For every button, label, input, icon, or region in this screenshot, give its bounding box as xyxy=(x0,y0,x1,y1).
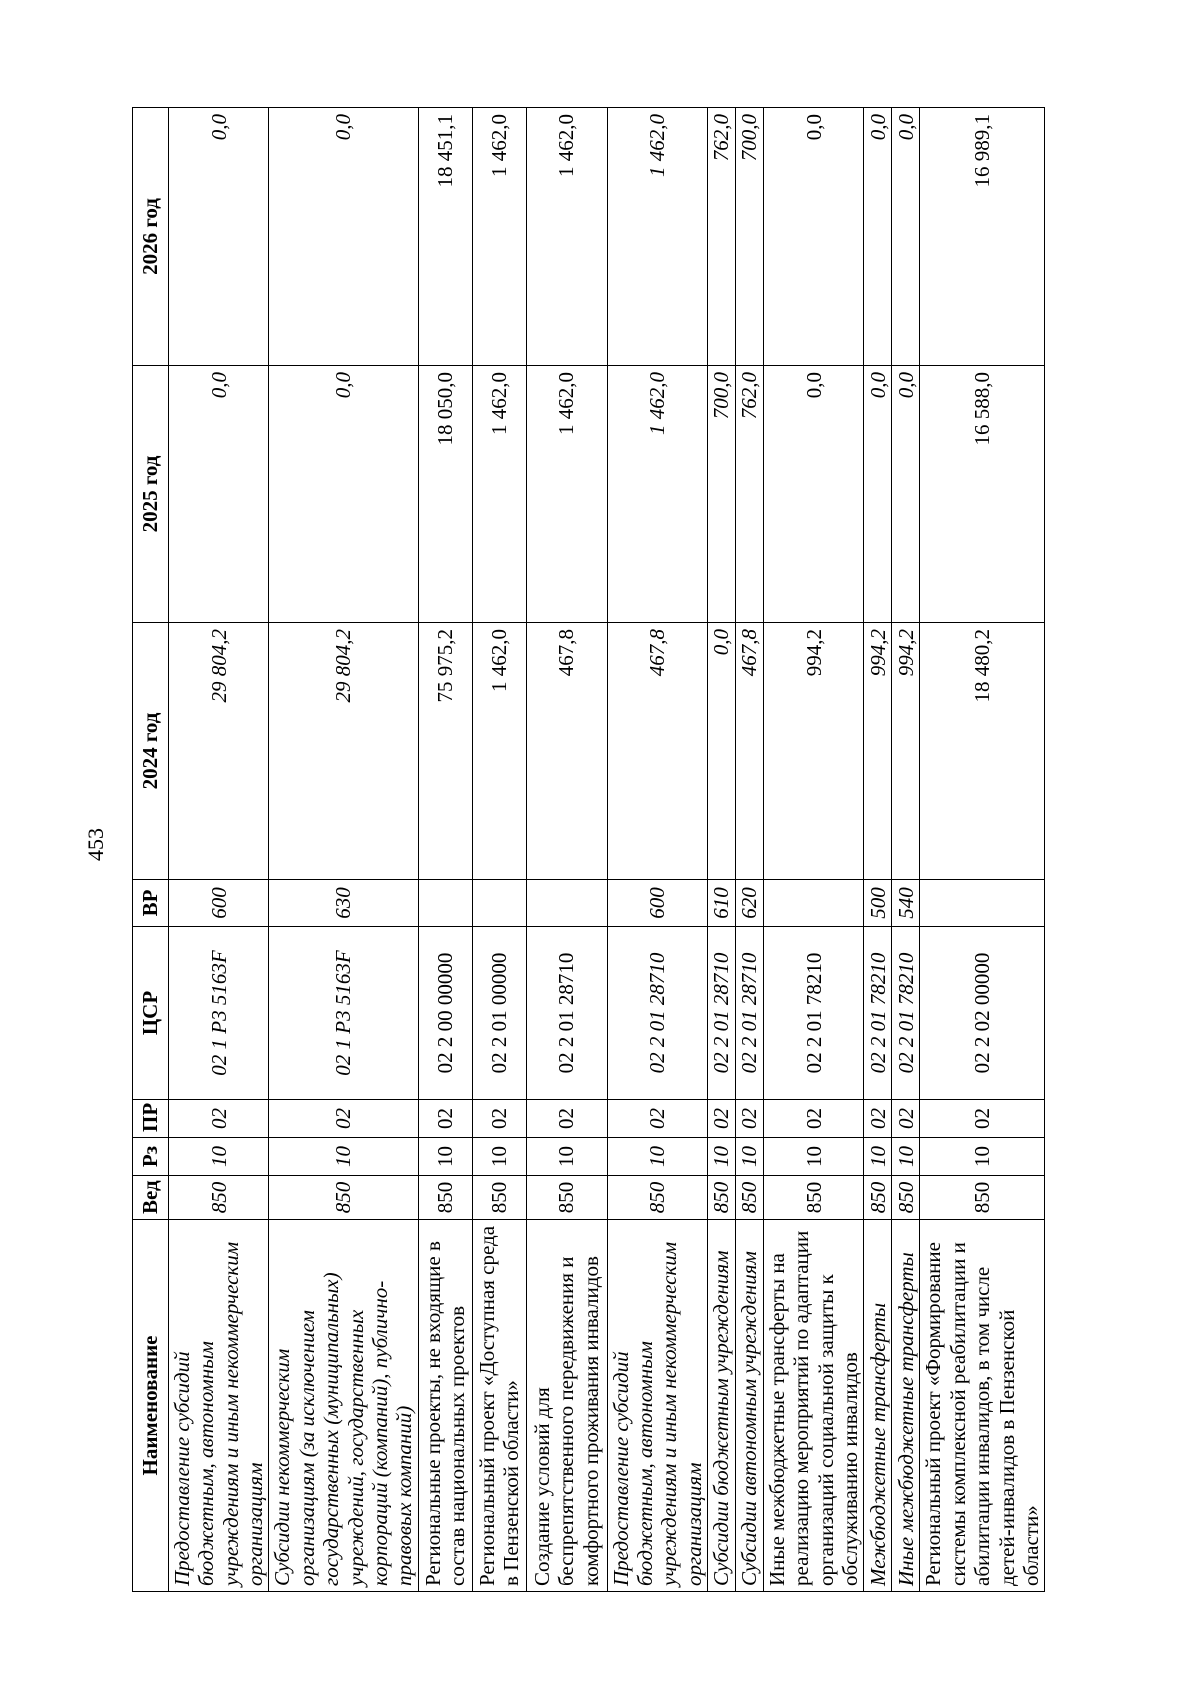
cell-vr: 620 xyxy=(736,880,764,927)
header-rz: Рз xyxy=(133,1138,169,1176)
cell-2026: 1 462,0 xyxy=(472,108,526,366)
cell-vr: 540 xyxy=(892,880,920,927)
table-row xyxy=(418,108,472,1592)
cell-rz: 10 xyxy=(920,1138,1045,1176)
cell-name: Создание условий для беспрепятственного передвижения и комфортного проживания инвалидов xyxy=(526,1220,607,1592)
cell-vr xyxy=(418,880,472,927)
header-ved: Вед xyxy=(133,1176,169,1220)
cell-vr xyxy=(764,880,864,927)
cell-ved: 850 xyxy=(607,1176,707,1220)
cell-2024: 29 804,2 xyxy=(169,623,269,880)
cell-ved: 850 xyxy=(920,1176,1045,1220)
cell-csr: 02 2 00 00000 xyxy=(418,927,472,1100)
cell-2024: 467,8 xyxy=(736,623,764,880)
cell-pr: 02 xyxy=(526,1100,607,1138)
cell-ved: 850 xyxy=(169,1176,269,1220)
page-number: 453 xyxy=(83,828,108,861)
cell-ved: 850 xyxy=(864,1176,892,1220)
cell-2025: 762,0 xyxy=(736,366,764,623)
cell-2025: 700,0 xyxy=(708,366,736,623)
cell-2026: 1 462,0 xyxy=(607,108,707,366)
table-row xyxy=(764,108,864,1592)
cell-csr: 02 2 02 00000 xyxy=(920,927,1045,1100)
cell-2026: 18 451,1 xyxy=(418,108,472,366)
cell-ved: 850 xyxy=(526,1176,607,1220)
cell-vr xyxy=(526,880,607,927)
cell-2025: 1 462,0 xyxy=(472,366,526,623)
cell-2025: 0,0 xyxy=(764,366,864,623)
cell-2025: 1 462,0 xyxy=(607,366,707,623)
header-2026: 2026 год xyxy=(133,108,169,366)
cell-2024: 467,8 xyxy=(607,623,707,880)
cell-2026: 1 462,0 xyxy=(526,108,607,366)
cell-vr xyxy=(920,880,1045,927)
header-2025: 2025 год xyxy=(133,366,169,623)
cell-ved: 850 xyxy=(764,1176,864,1220)
cell-rz: 10 xyxy=(418,1138,472,1176)
cell-csr: 02 2 01 78210 xyxy=(892,927,920,1100)
table-row xyxy=(920,108,1045,1592)
budget-table-frame xyxy=(132,108,1043,1592)
cell-pr: 02 xyxy=(708,1100,736,1138)
table-row xyxy=(607,108,707,1592)
cell-name: Региональные проекты, не входящие в состав национальных проектов xyxy=(418,1220,472,1592)
cell-2025: 0,0 xyxy=(864,366,892,623)
cell-2026: 0,0 xyxy=(764,108,864,366)
table-row xyxy=(736,108,764,1592)
cell-name: Иные межбюджетные трансферты xyxy=(892,1220,920,1592)
cell-2024: 994,2 xyxy=(892,623,920,880)
cell-2024: 994,2 xyxy=(764,623,864,880)
table-row xyxy=(169,108,269,1592)
cell-2026: 16 989,1 xyxy=(920,108,1045,366)
cell-csr: 02 2 01 78210 xyxy=(864,927,892,1100)
cell-name: Субсидии бюджетным учреждениям xyxy=(708,1220,736,1592)
cell-csr: 02 2 01 28710 xyxy=(736,927,764,1100)
cell-pr: 02 xyxy=(764,1100,864,1138)
cell-ved: 850 xyxy=(892,1176,920,1220)
cell-rz: 10 xyxy=(864,1138,892,1176)
cell-vr: 600 xyxy=(169,880,269,927)
cell-rz: 10 xyxy=(472,1138,526,1176)
cell-vr xyxy=(472,880,526,927)
cell-2024: 994,2 xyxy=(864,623,892,880)
cell-rz: 10 xyxy=(764,1138,864,1176)
cell-ved: 850 xyxy=(736,1176,764,1220)
cell-rz: 10 xyxy=(526,1138,607,1176)
cell-pr: 02 xyxy=(169,1100,269,1138)
cell-vr: 630 xyxy=(269,880,418,927)
cell-name: Субсидии автономным учреждениям xyxy=(736,1220,764,1592)
cell-vr: 500 xyxy=(864,880,892,927)
cell-name: Предоставление субсидий бюджетным, автономным учреждениям и иным некоммерческим организациям xyxy=(607,1220,707,1592)
cell-2024: 18 480,2 xyxy=(920,623,1045,880)
cell-pr: 02 xyxy=(864,1100,892,1138)
cell-csr: 02 2 01 00000 xyxy=(472,927,526,1100)
cell-csr: 02 2 01 28710 xyxy=(526,927,607,1100)
cell-2025: 0,0 xyxy=(269,366,418,623)
cell-2024: 0,0 xyxy=(708,623,736,880)
cell-pr: 02 xyxy=(892,1100,920,1138)
cell-2026: 0,0 xyxy=(169,108,269,366)
table-row xyxy=(269,108,418,1592)
cell-rz: 10 xyxy=(736,1138,764,1176)
cell-ved: 850 xyxy=(708,1176,736,1220)
header-vr: ВР xyxy=(133,880,169,927)
cell-2025: 0,0 xyxy=(892,366,920,623)
cell-name: Предоставление субсидий бюджетным, автономным учреждениям и иным некоммерческим организациям xyxy=(169,1220,269,1592)
cell-ved: 850 xyxy=(472,1176,526,1220)
cell-csr: 02 2 01 28710 xyxy=(708,927,736,1100)
header-2024: 2024 год xyxy=(133,623,169,880)
cell-name: Субсидии некоммерческим организациям (за исключением государственных (муниципальных) учреждений, государственных корпораций (компаний), публично-правовых компаний) xyxy=(269,1220,418,1592)
table-row xyxy=(708,108,736,1592)
cell-2024: 29 804,2 xyxy=(269,623,418,880)
cell-name: Иные межбюджетные трансферты на реализацию мероприятий по адаптации организаций социальной защиты к обслуживанию инвалидов xyxy=(764,1220,864,1592)
cell-2025: 18 050,0 xyxy=(418,366,472,623)
cell-rz: 10 xyxy=(169,1138,269,1176)
cell-2026: 700,0 xyxy=(736,108,764,366)
table-row xyxy=(472,108,526,1592)
cell-2026: 0,0 xyxy=(269,108,418,366)
header-name: Наименование xyxy=(133,1220,169,1592)
header-pr: ПР xyxy=(133,1100,169,1138)
table-row xyxy=(892,108,920,1592)
cell-2024: 1 462,0 xyxy=(472,623,526,880)
table-body xyxy=(169,108,1045,1592)
cell-pr: 02 xyxy=(418,1100,472,1138)
cell-pr: 02 xyxy=(472,1100,526,1138)
cell-pr: 02 xyxy=(920,1100,1045,1138)
cell-name: Межбюджетные трансферты xyxy=(864,1220,892,1592)
cell-vr: 600 xyxy=(607,880,707,927)
header-csr: ЦСР xyxy=(133,927,169,1100)
cell-ved: 850 xyxy=(418,1176,472,1220)
cell-name: Региональный проект «Формирование системы комплексной реабилитации и абилитации инвалидов, в том числе детей-инвалидов в Пензенской области» xyxy=(920,1220,1045,1592)
cell-2024: 75 975,2 xyxy=(418,623,472,880)
cell-2025: 16 588,0 xyxy=(920,366,1045,623)
cell-2026: 762,0 xyxy=(708,108,736,366)
cell-ved: 850 xyxy=(269,1176,418,1220)
cell-pr: 02 xyxy=(269,1100,418,1138)
cell-pr: 02 xyxy=(607,1100,707,1138)
table-row xyxy=(864,108,892,1592)
cell-csr: 02 2 01 28710 xyxy=(607,927,707,1100)
cell-2025: 0,0 xyxy=(169,366,269,623)
cell-rz: 10 xyxy=(708,1138,736,1176)
cell-2026: 0,0 xyxy=(892,108,920,366)
cell-csr: 02 2 01 78210 xyxy=(764,927,864,1100)
cell-rz: 10 xyxy=(892,1138,920,1176)
cell-pr: 02 xyxy=(736,1100,764,1138)
cell-2026: 0,0 xyxy=(864,108,892,366)
cell-rz: 10 xyxy=(269,1138,418,1176)
cell-2024: 467,8 xyxy=(526,623,607,880)
cell-vr: 610 xyxy=(708,880,736,927)
cell-csr: 02 1 Р3 5163F xyxy=(269,927,418,1100)
cell-2025: 1 462,0 xyxy=(526,366,607,623)
cell-name: Региональный проект «Доступная среда в Пензенской области» xyxy=(472,1220,526,1592)
table-header-row xyxy=(133,108,169,1592)
cell-rz: 10 xyxy=(607,1138,707,1176)
cell-csr: 02 1 Р3 5163F xyxy=(169,927,269,1100)
table-row xyxy=(526,108,607,1592)
budget-table xyxy=(132,107,1045,1592)
